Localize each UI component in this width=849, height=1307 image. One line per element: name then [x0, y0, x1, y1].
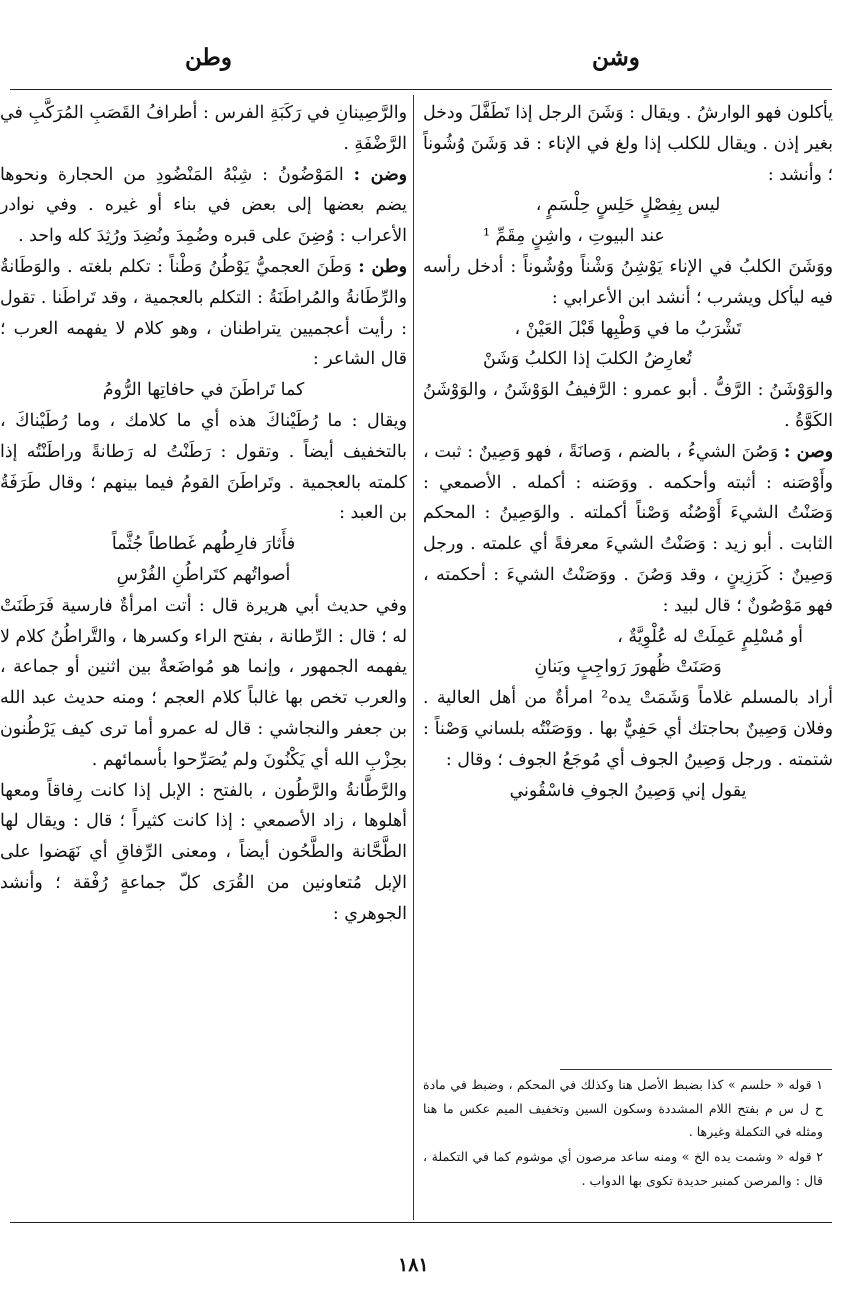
entry-text: المَوْضُونُ : شِبْهُ المَنْضُودِ من الحجارة ونحوها يضم بعضها إلى بعض في بناء أو غيره . وفي نوادر الأعراب : وُضِنَ على قبره وضُمِدَ ونُضِدَ ورُثِدَ كله واحد .: [0, 164, 407, 247]
verse-line: يقول إني وَصِينُ الجوفِ فاسْقُوني: [509, 780, 747, 801]
footer-rule: [10, 1222, 832, 1223]
paragraph: أراد بالمسلم غلاماً وَشَمَتْ يده² امرأةٌ من أهل العالية . وفلان وَصِينٌ بحاجتك أي حَفِيٌّ بها . ووَصَنْتُه بلساني وَصْناً : شتمته . ورجل وَصِينُ الجوف أي مُوجَعُ الجوف ؛ وقال :: [423, 688, 833, 770]
footnote-1: ١ قوله « حلسم » كذا بضبط الأصل هنا وكذلك في المحكم ، وضبط في مادة ح ل س م بفتح اللام المشددة وسكون السين وتخفيف الميم عكس ما هنا ومثله في التكملة وغيرها .: [423, 1077, 823, 1139]
headword: وصن :: [783, 441, 834, 462]
verse-line: عند البيوتِ ، واشِنٍ مِقَمِّ ¹: [483, 226, 665, 247]
verse-line: فأَثارَ فارِطُهم غَطاطاً جُثَّماً: [111, 534, 296, 555]
paragraph: والوَوْشَنُ : الرَّفُّ . أبو عمرو : الرَّفيفُ الوَوْشَنُ ، والوَوْشَنُ الكَوَّةُ .: [423, 380, 833, 431]
verse-line: ليس بِفِصْلٍ حَلِسٍ حِلْسَمٍ ،: [535, 195, 721, 216]
entry-watan: [0, 252, 407, 375]
verse-line: كما تَراطَنَ في حافاتِها الرُّومُ: [102, 380, 305, 401]
entry-text: وَصُنَ الشيءُ ، بالضم ، وَصانَةً ، فهو وَصِينٌ : ثبت ، وأَوْصَنه : أثبته وأحكمه . ووَصَنه : أكمله . الأصمعي : وَصَنْتُ الشيءَ أَوْصُنُه وَصْناً أكملته . والوَصِينُ : المحكم الثابت . أبو زيد : وَصَنْتُ الشيءَ معرفةً أي علمته . ورجل وَصِينٌ : كَرَزِينٍ ، وقد وَصُنَ . ووَصَنْتُ الشيءَ : أحكمته ، فهو مَوْصُونٌ ؛ قال لبيد :: [423, 441, 833, 616]
footnote-2: ٢ قوله « وشمت يده الخ » ومنه ساعد مرصون أي موشوم كما في التكملة ، قال : والمرصن كمنبر حديدة تكوى بها الدواب .: [423, 1149, 823, 1188]
entry-text: وَطَنَ العجميُّ يَوْطُنُ وَطْناً : تكلم بلغته . والوَطَانةُ والرِّطَانةُ والمُراطَنَةُ : التكلم بالعجمية ، وقد تَراطَنا . تقول : رأيت أعجميين يتراطنان ، وهو كلام لا يفهمه العرب ؛ قال الشاعر :: [0, 256, 407, 370]
verse-line: أو مُسْلِمٍ عَمِلَتْ له عُلْوِيَّةٌ ،: [617, 626, 803, 647]
verse-line: تَشْرَبُ ما في وَطْبِها قَبْلَ العَيْنْ ،: [514, 318, 742, 339]
column-divider: [413, 95, 414, 1220]
paragraph: يأكلون فهو الوارشُ . ويقال : وَشَنَ الرجل إذا تَطَفَّلَ ودخل بغير إذن . ويقال للكلب إذا ولغ في الإناء : قد وَشَنَ وُشُوناً ؛ وأنشد :: [423, 103, 833, 185]
header-root-word-right: وشن: [592, 44, 640, 71]
entry-wasan: [423, 437, 833, 622]
header-root-word-left: وطن: [185, 44, 232, 71]
verse-line: وَصَنَتْ ظُهورَ رَواجِبٍ وبَنانِ: [534, 657, 722, 678]
footnote-separator: [560, 1069, 832, 1070]
left-column: [0, 98, 407, 930]
paragraph: والرَّصِينانِ في رَكَبَةِ الفرس : أطرافُ القَصَبِ المُرَكَّبِ في الرَّضْفَةِ .: [0, 103, 407, 154]
paragraph: والرَّطَّانةُ والرَّطُون ، بالفتح : الإبل إذا كانت رِفاقاً ومعها أهلوها ، زاد الأصمعي : إذا كانت كثيراً ؛ قال : ويقال لها الطَّحَّانة والطَّحُون أيضاً ، ومعنى الرِّفاقِ أي نَهَضوا على الإبل مُتعاونين من القُرَى كلّ جماعةٍ رُفْقة ؛ وأنشد الجوهري :: [0, 780, 407, 924]
page-number: ١٨١: [398, 1254, 429, 1276]
verse-line: أصواتُهم كتَراطُنِ الفُرْسِ: [116, 564, 291, 585]
paragraph: وفي حديث أبي هريرة قال : أتت امرأةٌ فارسية فَرَطَنَتْ له ؛ قال : الرِّطانة ، بفتح الراء وكسرها ، والتَّراطُنُ كلام لا يفهمه الجمهور ، وإنما هو مُواضَعةٌ بين اثنين أو جماعة ، والعرب تخص بها غالباً كلام العجم ؛ ومنه حديث عبد الله بن جعفر والنجاشي : قال له عمرو أما ترى كيف يَرْطُنون بحِزْبِ الله أي يَكْنُونَ ولم يُصَرِّحوا بأسمائهم .: [0, 595, 407, 770]
header-rule: [10, 89, 832, 90]
right-column: [423, 98, 833, 806]
headword: وضن :: [353, 164, 407, 185]
entry-wadan: [0, 160, 407, 252]
verse-line: تُعارِضُ الكلبَ إذا الكلبُ وَشَنْ: [483, 349, 692, 370]
paragraph: ووَشَنَ الكلبُ في الإناء يَوْشِنُ وَشْناً ووُشُوناً : أدخل رأسه فيه ليأكل ويشرب ؛ أنشد ابن الأعرابي :: [423, 256, 833, 308]
headword: وطن :: [358, 256, 407, 277]
paragraph: ويقال : ما رُطَيْناكَ هذه أي ما كلامك ، وما رُطَيْناكَ ، بالتخفيف أيضاً . وتقول : رَطَنْتُ له رَطانةً وراطَنْتُه إذا كلمته بالعجمية . وتَراطَنَ القومُ فيما بينهم ؛ وقال طَرَفَةُ بن العبد :: [0, 410, 407, 524]
